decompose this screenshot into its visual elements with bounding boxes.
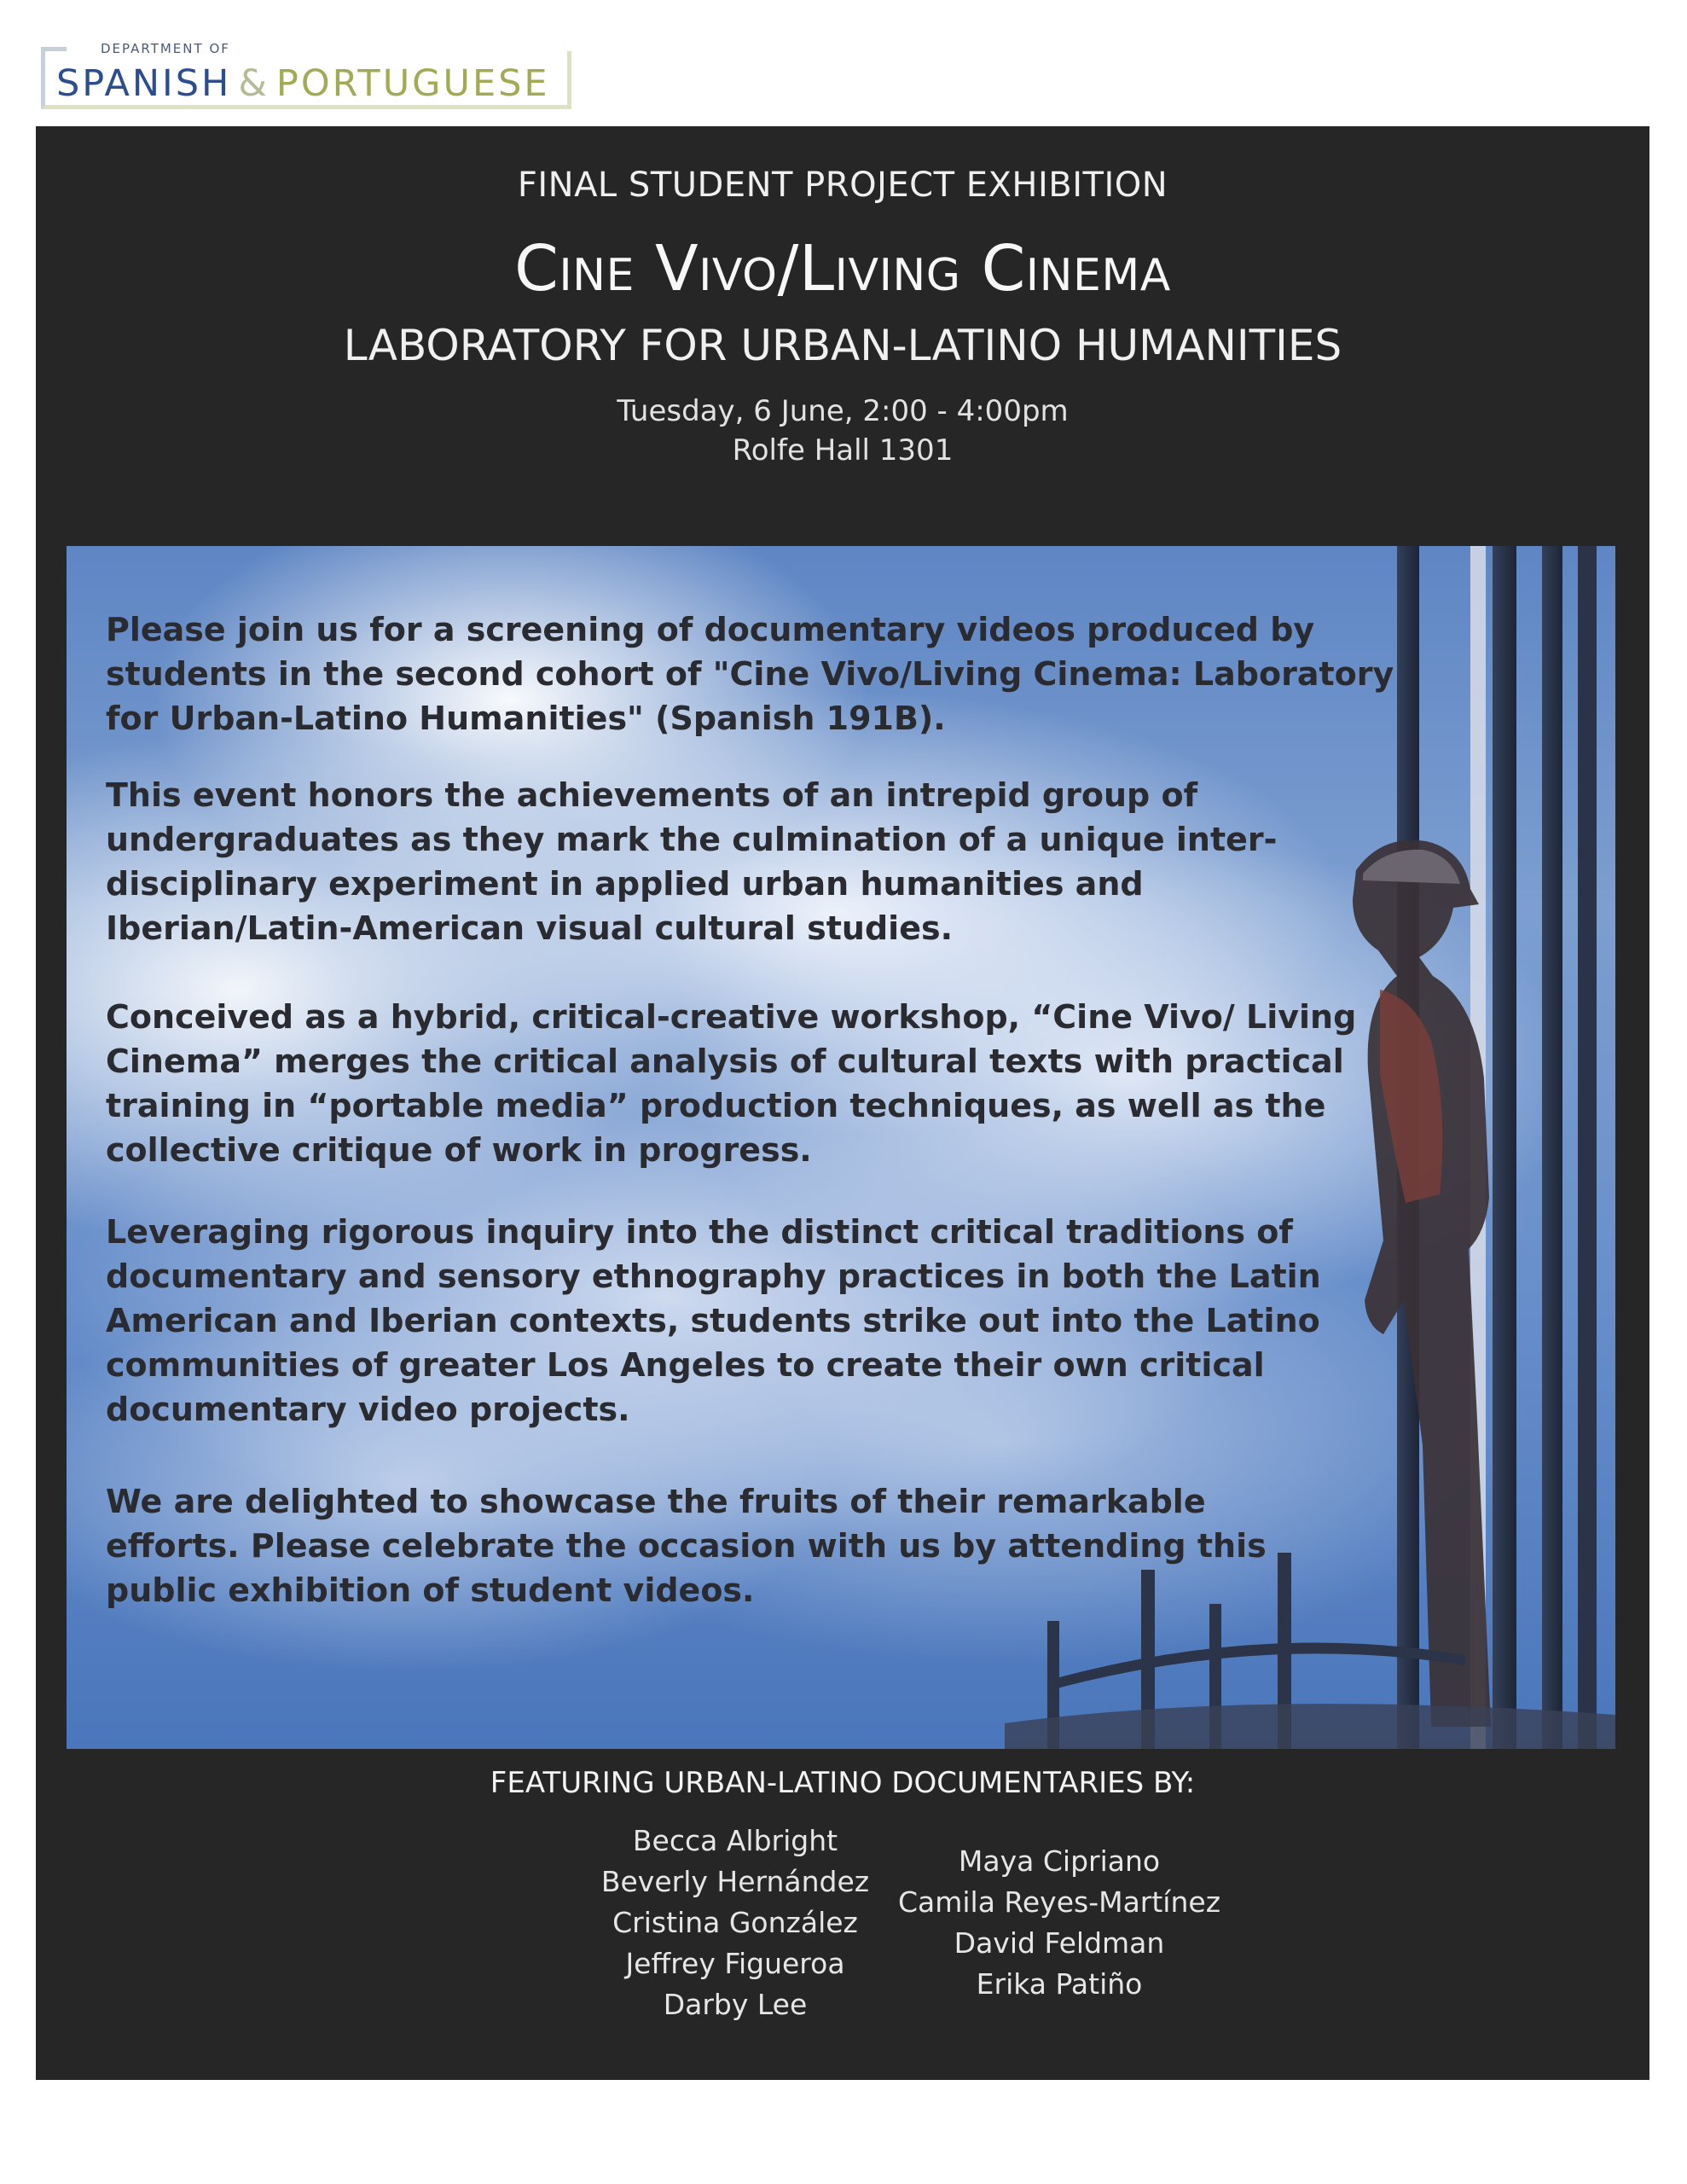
paragraph-inquiry xyxy=(106,1210,1321,1432)
student-name: David Feldman xyxy=(954,1926,1165,1960)
logo-department-of: DEPARTMENT OF xyxy=(101,41,230,56)
paragraph-workshop xyxy=(106,995,1356,1172)
paragraph-showcase xyxy=(106,1479,1267,1612)
subtitle: LABORATORY FOR URBAN-LATINO HUMANITIES xyxy=(343,321,1342,370)
student-name: Camila Reyes-Martínez xyxy=(897,1885,1221,1919)
text-line: communities of greater Los Angeles to create their own critical xyxy=(106,1346,1265,1384)
text-line: for Urban-Latino Humanities" (Spanish 191B). xyxy=(106,700,946,737)
page-title: Cine Vivo/Living Cinema xyxy=(514,232,1171,305)
text-line: Iberian/Latin-American visual cultural studies. xyxy=(106,909,954,947)
text-line: training in “portable media” production techniques, as well as the xyxy=(106,1087,1326,1124)
department-logo xyxy=(41,41,578,113)
names-column-right xyxy=(889,1841,1230,2005)
event-location: Rolfe Hall 1301 xyxy=(732,433,954,468)
text-line: Please join us for a screening of documentary videos produced by xyxy=(106,611,1315,648)
student-name: Maya Cipriano xyxy=(958,1844,1161,1878)
student-name: Jeffrey Figueroa xyxy=(625,1947,845,1980)
featuring-heading: FEATURING URBAN-LATINO DOCUMENTARIES BY: xyxy=(490,1766,1196,1800)
text-line: documentary and sensory ethnography practices in both the Latin xyxy=(106,1258,1321,1295)
text-line: public exhibition of student videos. xyxy=(106,1571,755,1609)
names-column-left xyxy=(565,1821,906,2025)
pre-title: FINAL STUDENT PROJECT EXHIBITION xyxy=(517,166,1168,205)
student-name: Cristina González xyxy=(612,1906,858,1939)
student-name: Darby Lee xyxy=(663,1988,808,2021)
text-line: American and Iberian contexts, students strike out into the Latino xyxy=(106,1302,1320,1339)
logo-spanish: SPANISH xyxy=(56,62,232,105)
text-line: We are delighted to showcase the fruits of their remarkable xyxy=(106,1483,1206,1520)
text-line: students in the second cohort of "Cine Vivo/Living Cinema: Laboratory xyxy=(106,655,1394,693)
text-line: disciplinary experiment in applied urban humanities and xyxy=(106,865,1144,903)
text-line: documentary video projects. xyxy=(106,1391,630,1428)
text-line: Cinema” merges the critical analysis of cultural texts with practical xyxy=(106,1043,1344,1080)
text-line: Leveraging rigorous inquiry into the distinct critical traditions of xyxy=(106,1213,1293,1251)
text-line: Conceived as a hybrid, critical-creative workshop, “Cine Vivo/ Living xyxy=(106,998,1357,1036)
logo-wordmark xyxy=(56,58,550,109)
student-name: Becca Albright xyxy=(632,1824,838,1857)
text-line: undergraduates as they mark the culmination of a unique inter- xyxy=(106,821,1278,858)
paragraph-invitation xyxy=(106,607,1394,741)
text-line: This event honors the achievements of an intrepid group of xyxy=(106,776,1198,814)
poster-panel xyxy=(36,126,1649,2080)
sky-photo xyxy=(67,546,1615,1749)
text-line: collective critique of work in progress. xyxy=(106,1131,812,1169)
logo-ampersand: & xyxy=(238,62,270,105)
event-date: Tuesday, 6 June, 2:00 - 4:00pm xyxy=(617,394,1069,428)
text-line: efforts. Please celebrate the occasion with us by attending this xyxy=(106,1527,1267,1565)
student-name: Beverly Hernández xyxy=(600,1865,870,1898)
logo-portuguese: PORTUGUESE xyxy=(275,62,550,105)
student-name: Erika Patiño xyxy=(976,1967,1143,2001)
paragraph-honors xyxy=(106,773,1277,950)
